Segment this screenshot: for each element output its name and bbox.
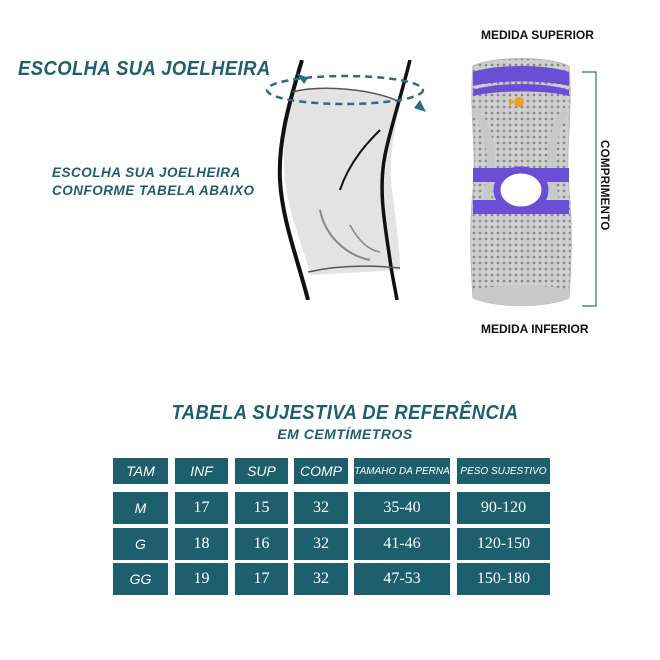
top-measure-label: MEDIDA SUPERIOR (481, 28, 594, 42)
table-cell: 47-53 (354, 563, 450, 595)
table-cell: 19 (175, 563, 228, 595)
table-cell: 16 (235, 528, 288, 560)
table-cell: 18 (175, 528, 228, 560)
table-cell: 32 (294, 563, 348, 595)
table-subtitle: EM CEMTÍMETROS (277, 426, 413, 442)
subtitle-line-2: CONFORME TABELA ABAIXO (52, 183, 255, 198)
table-cell: 120-150 (457, 528, 550, 560)
table-header-cell: TAM (113, 458, 168, 484)
table-cell: 150-180 (457, 563, 550, 595)
main-title: ESCOLHA SUA JOELHEIRA (18, 58, 271, 80)
table-title: TABELA SUJESTIVA DE REFERÊNCIA (171, 402, 519, 424)
table-cell: 17 (235, 563, 288, 595)
length-bracket (580, 70, 600, 310)
bottom-measure-label: MEDIDA INFERIOR (481, 322, 589, 336)
table-header-cell: PESO SUJESTIVO (457, 458, 550, 484)
table-size-cell: M (113, 492, 168, 524)
table-cell: 32 (294, 528, 348, 560)
table-header-cell: COMP (294, 458, 348, 484)
table-size-cell: GG (113, 563, 168, 595)
table-cell: 17 (175, 492, 228, 524)
knee-brace-product (465, 50, 577, 312)
table-cell: 35-40 (354, 492, 450, 524)
table-cell: 15 (235, 492, 288, 524)
subtitle-line-1: ESCOLHA SUA JOELHEIRA (52, 165, 241, 180)
table-cell: 32 (294, 492, 348, 524)
subtitle (52, 164, 255, 200)
table-cell: 90-120 (457, 492, 550, 524)
table-cell: 41-46 (354, 528, 450, 560)
table-header-cell: INF (175, 458, 228, 484)
knee-illustration (250, 60, 440, 300)
table-size-cell: G (113, 528, 168, 560)
table-header-cell: SUP (235, 458, 288, 484)
table-header-cell: TAMAHO DA PERNA (354, 458, 450, 484)
length-measure-label: COMPRIMENTO (598, 140, 610, 231)
